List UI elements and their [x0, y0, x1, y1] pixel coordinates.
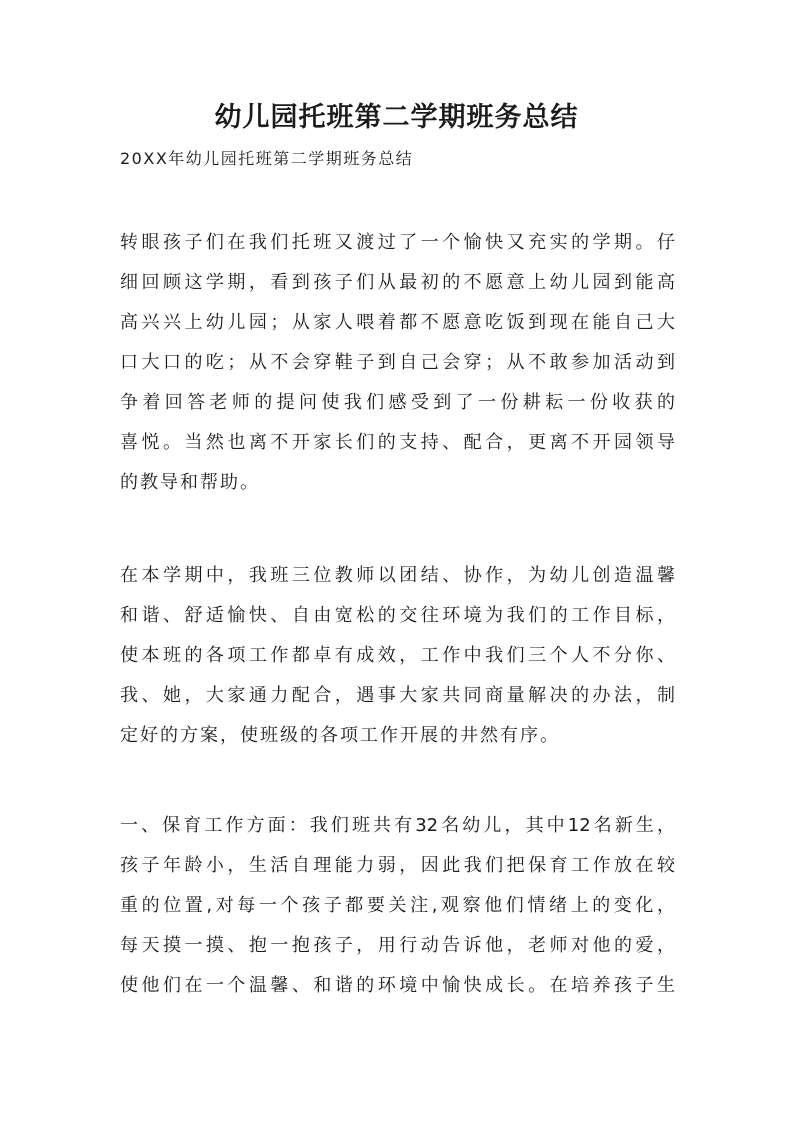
- paragraph-teamwork: [120, 556, 675, 756]
- paragraph-line: 一、保育工作方面：我们班共有32名幼儿，其中12名新生，: [120, 815, 675, 836]
- paragraph-line: 口大口的吃；从不会穿鞋子到自己会穿；从不敢参加活动到: [120, 352, 675, 373]
- paragraph-line: 转眼孩子们在我们托班又渡过了一个愉快又充实的学期。仔: [120, 232, 675, 253]
- paragraph-line: 喜悦。当然也离不开家长们的支持、配合，更离不开园领导: [120, 432, 675, 453]
- paragraph-line: 的教导和帮助。: [120, 472, 260, 493]
- paragraph-line: 细回顾这学期，看到孩子们从最初的不愿意上幼儿园到能高: [120, 272, 675, 293]
- paragraph-care-work: [120, 806, 675, 1006]
- paragraph-line: 每天摸一摸、抱一抱孩子，用行动告诉他，老师对他的爱，: [120, 935, 675, 956]
- paragraph-line: 和谐、舒适愉快、自由宽松的交往环境为我们的工作目标，: [120, 605, 675, 626]
- paragraph-line: 我、她，大家通力配合，遇事大家共同商量解决的办法，制: [120, 685, 675, 706]
- document-title: 幼儿园托班第二学期班务总结: [214, 102, 579, 133]
- paragraph-line: 重的位置,对每一个孩子都要关注,观察他们情绪上的变化，: [120, 895, 675, 916]
- document-subtitle: 20XX年幼儿园托班第二学期班务总结: [120, 149, 414, 168]
- paragraph-line: 使本班的各项工作都卓有成效，工作中我们三个人不分你、: [120, 645, 675, 666]
- paragraph-line: 孩子年龄小，生活自理能力弱，因此我们把保育工作放在较: [120, 855, 675, 876]
- paragraph-intro: [120, 223, 675, 503]
- paragraph-line: 争着回答老师的提问使我们感受到了一份耕耘一份收获的: [120, 392, 675, 413]
- paragraph-line: 定好的方案，使班级的各项工作开展的井然有序。: [120, 725, 560, 746]
- paragraph-line: 使他们在一个温馨、和谐的环境中愉快成长。在培养孩子生: [120, 975, 675, 996]
- paragraph-line: 在本学期中，我班三位教师以团结、协作，为幼儿创造温馨: [120, 565, 675, 586]
- paragraph-line: 高兴兴上幼儿园；从家人喂着都不愿意吃饭到现在能自己大: [120, 312, 675, 333]
